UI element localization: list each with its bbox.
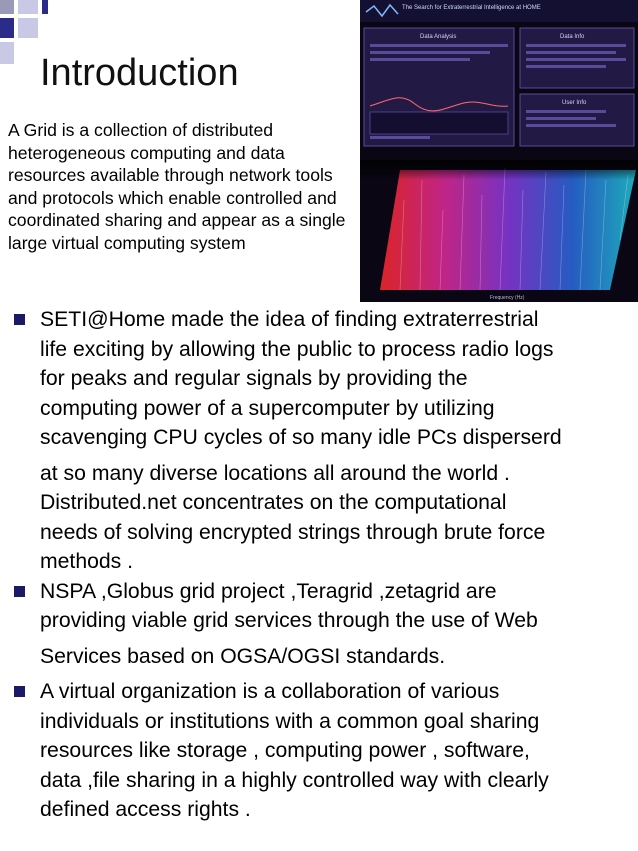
bullet-item-seti xyxy=(10,305,635,577)
decor-square xyxy=(0,18,14,38)
axis-label: Frequency (Hz) xyxy=(490,295,525,301)
decor-square xyxy=(18,0,38,14)
panel-right-title2: User Info xyxy=(562,100,587,106)
bullet-line: methods . xyxy=(40,550,134,573)
bullet-line: providing viable grid services through the use of Web xyxy=(40,609,538,632)
bullet-line: for peaks and regular signals by providing the xyxy=(40,367,468,390)
bullet-line: SETI@Home made the idea of finding extraterrestrial xyxy=(40,308,539,331)
bullet-line: resources like storage , computing power , software, xyxy=(40,739,530,762)
intro-paragraph: A Grid is a collection of distributed heterogeneous computing and data resources available through network tools and protocols which enable controlled and coordinated sharing and appear as a single large virtual computing system xyxy=(8,120,346,253)
decor-square xyxy=(0,42,14,64)
bullet-line: defined access rights . xyxy=(40,798,251,821)
bullet-line: Distributed.net concentrates on the computational xyxy=(40,491,507,514)
decor-square xyxy=(0,0,14,14)
panel-left-title: Data Analysis xyxy=(420,34,457,40)
bullet-line: at so many diverse locations all around the world . xyxy=(40,461,510,485)
bullet-square-icon xyxy=(14,686,25,697)
bullet-line: Services based on OGSA/OGSI standards. xyxy=(40,644,446,668)
bullet-line: A virtual organization is a collaboration of various xyxy=(40,680,500,703)
bullet-line: NSPA ,Globus grid project ,Teragrid ,zetagrid are xyxy=(40,579,497,603)
bullet-square-icon xyxy=(14,586,25,597)
decor-square xyxy=(18,18,38,38)
bullet-list xyxy=(10,305,635,825)
seti-screenshot xyxy=(360,0,638,302)
bullet-line: needs of solving encrypted strings through brute force xyxy=(40,520,546,544)
panel-right-title: Data Info xyxy=(560,34,585,40)
bullet-line: data ,file sharing in a highly controlled way with clearly xyxy=(40,768,549,792)
screenshot-header: The Search for Extraterrestrial Intelligence at HOME xyxy=(402,5,541,11)
bullet-line: individuals or institutions with a common goal sharing xyxy=(40,709,540,733)
bullet-square-icon xyxy=(14,314,25,325)
bullet-line: scavenging CPU cycles of so many idle PCs disperserd xyxy=(40,426,562,449)
slide-title: Introduction xyxy=(40,52,239,94)
bullet-item-virtual-organization xyxy=(10,677,635,825)
bullet-line: life exciting by allowing the public to process radio logs xyxy=(40,337,554,361)
bullet-line: computing power of a supercomputer by utilizing xyxy=(40,396,495,420)
bullet-item-grid-projects xyxy=(10,577,635,672)
decor-square xyxy=(42,0,48,14)
